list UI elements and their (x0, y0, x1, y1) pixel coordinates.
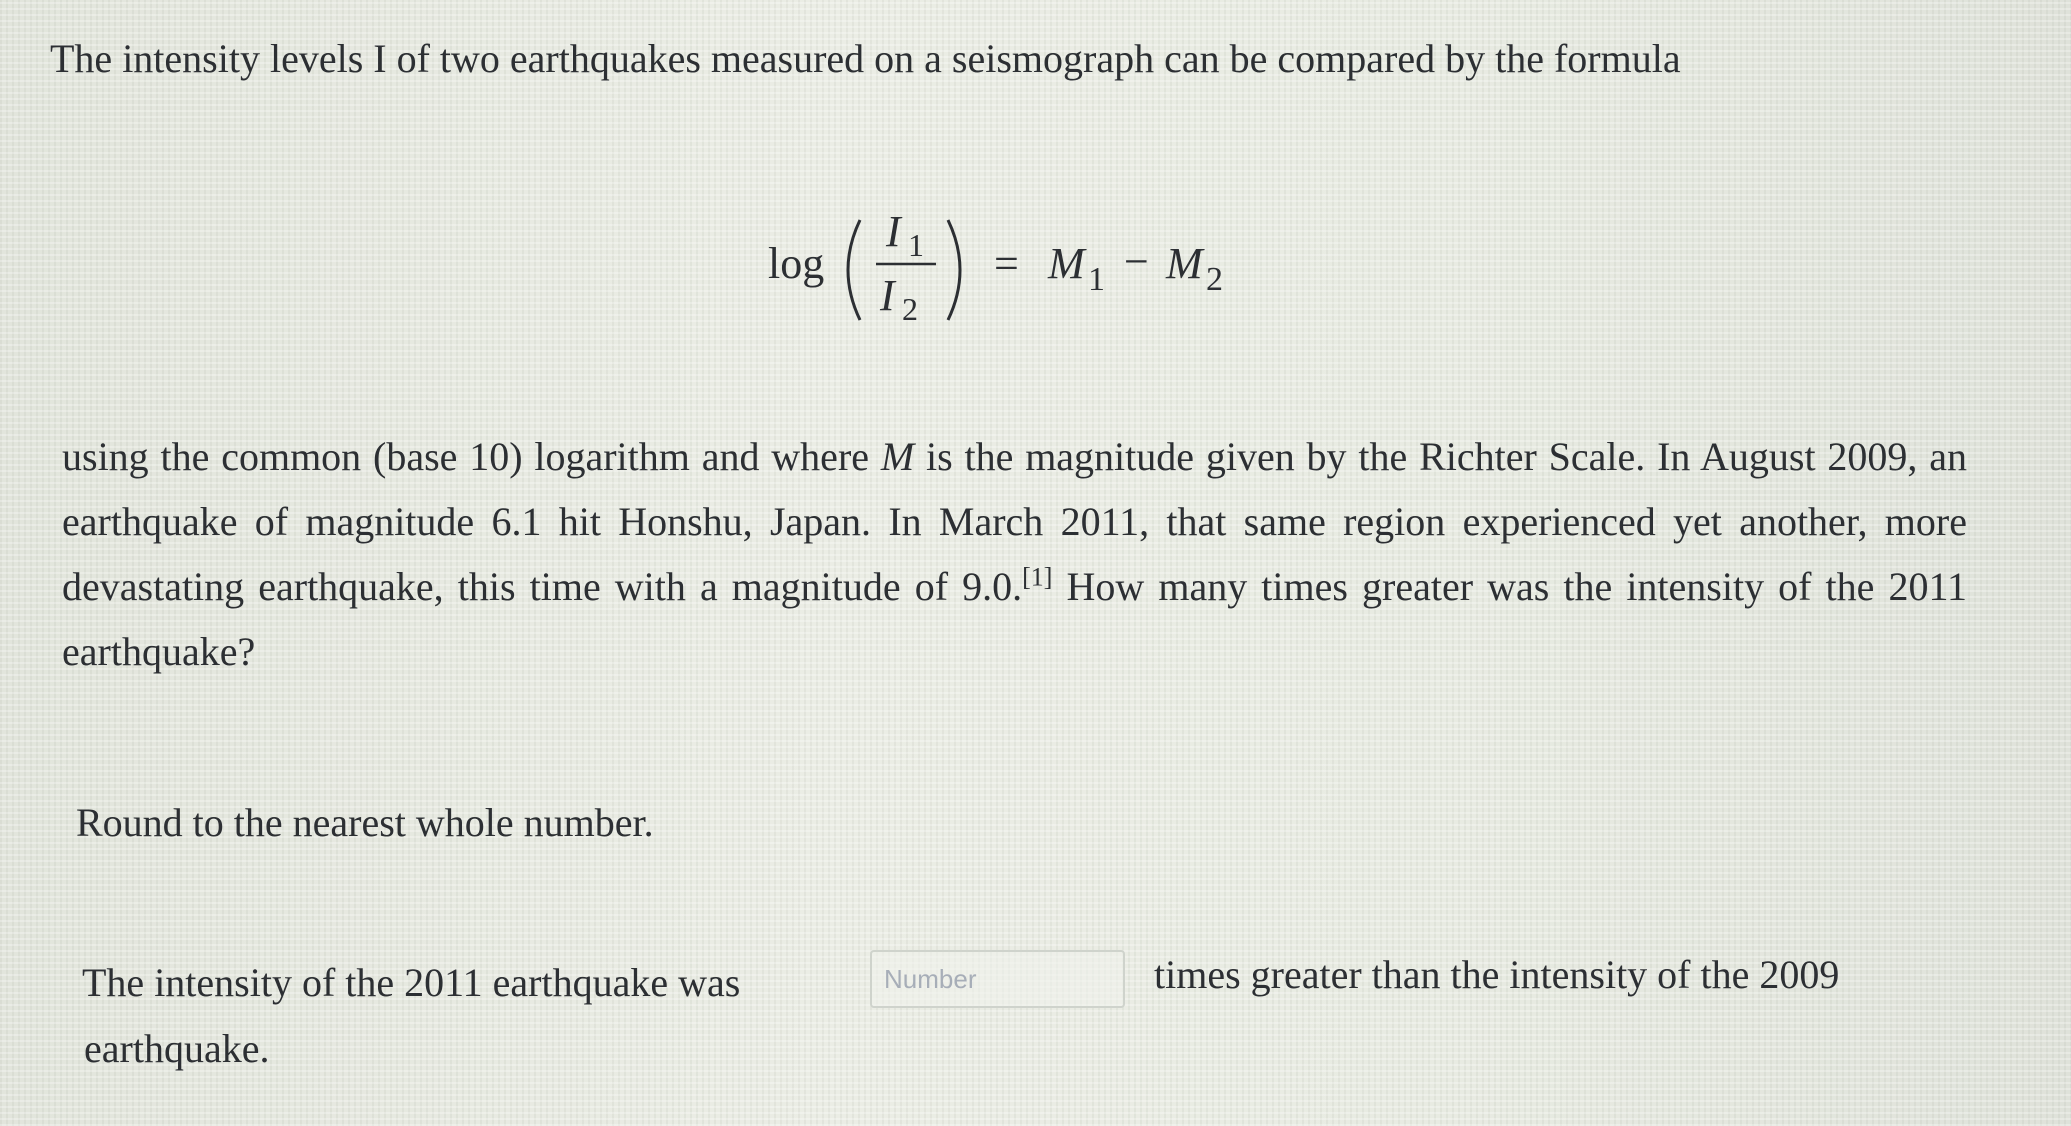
answer-suffix-end: earthquake. (84, 1026, 270, 1071)
answer-prefix: The intensity of the 2011 earthquake was (82, 960, 741, 1005)
formula-log: log (768, 239, 825, 288)
formula-left-paren (848, 220, 860, 320)
question-body (62, 424, 1967, 684)
formula-svg (768, 190, 1288, 340)
formula (768, 190, 1288, 340)
body-text-part2: is the magnitude given by the Richter Scale. In August 2009, an earthquake of magnitude 6.1 hit Honshu, Japan. In March 2011, that same region experienced yet another, more devastating earthquake, this time with a magnitude of 9.0. (62, 434, 1967, 609)
formula-right-paren (948, 220, 960, 320)
body-variable-m: M (880, 434, 915, 479)
formula-numerator-sub: 1 (908, 227, 924, 263)
question-intro (50, 26, 1990, 92)
answer-line (82, 950, 1982, 1020)
formula-m1-sub: 1 (1088, 261, 1105, 298)
rounding-text: Round to the nearest whole number. (76, 800, 654, 845)
answer-number-input[interactable] (870, 950, 1125, 1008)
intro-text: The intensity levels I of two earthquakes measured on a seismograph can be compared by the formula (50, 36, 1681, 81)
rounding-instruction (76, 790, 654, 856)
body-text-part1: using the common (base 10) logarithm and where (62, 434, 881, 479)
formula-minus: − (1124, 237, 1149, 286)
formula-equals: = (994, 239, 1019, 288)
formula-m2: M (1166, 239, 1203, 288)
answer-sentence (82, 950, 1982, 1071)
formula-denominator: I (880, 271, 895, 320)
footnote-link[interactable]: [1] (1022, 562, 1053, 592)
body-text-part3: How many times greater was the intensity of the 2011 earthquake? (62, 564, 1967, 674)
formula-numerator: I (886, 207, 901, 256)
formula-m1: M (1048, 239, 1085, 288)
answer-suffix: times greater than the intensity of the 2009 (1154, 952, 1840, 997)
formula-m2-sub: 2 (1206, 261, 1223, 298)
formula-denominator-sub: 2 (902, 291, 918, 327)
